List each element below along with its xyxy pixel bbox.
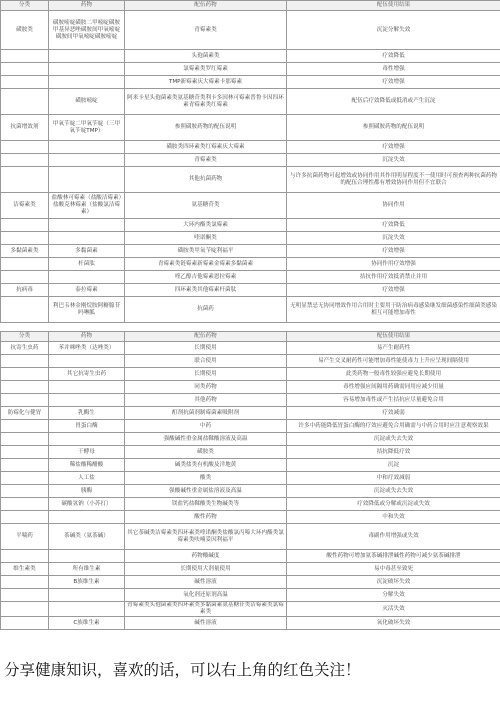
table-cell: 胃蛋白酶 [49,420,125,433]
table-cell [1,511,49,524]
table-cell: 参照磺胺药物的配伍说明 [287,115,500,141]
table-cell: 分解失效 [287,589,500,602]
table-cell: 头孢菌素类 [125,50,287,63]
table-cell: 人工盐 [49,472,125,485]
table-cell: 疗效降低 [287,219,500,232]
table-cell [1,576,49,589]
table-cell: 沉淀失效 [287,154,500,167]
table-cell: 多黏菌素 [49,245,125,258]
table-row [1,459,500,472]
table-cell: 疗效增强 [287,245,500,258]
table-cell: 氧化剂还原剂高温 [125,589,287,602]
table-cell: 毒性增强应间隔用药确需同用应减少用量 [287,381,500,394]
table-cell: 疗效降低或分解或沉淀或失效 [287,498,500,511]
table-cell: 青霉素类头孢菌素类四环素类多黏菌素氨基糖苷类洁霉素类氯霉素类 [125,602,287,617]
table-cell: 碳酸氢钠（小苏打） [49,498,125,511]
header-result: 配伍使用结果 [287,1,500,11]
table-cell: 沉淀破坏失效 [287,576,500,589]
table-cell [1,219,49,232]
table-cell: 沉淀或失去失效 [287,433,500,446]
table-row [1,258,500,271]
table-row [1,11,500,50]
table-cell: 参照磺胺药物的配伍说明 [125,115,287,141]
table-cell: 其它抗寄生虫药 [49,368,125,381]
table-row [1,89,500,115]
table-cell [1,141,49,154]
table-cell: 磺胺类 [1,11,49,50]
table-cell: 青霉素类链霉素新霉素金霉素多黏菌素 [125,258,287,271]
table-cell [1,63,49,76]
table-cell: 氧化破坏失效 [287,617,500,630]
table-cell: 多黏菌素类 [1,245,49,258]
table-cell [49,550,125,563]
table-row [1,524,500,550]
table-cell: 中和疗效减弱 [287,472,500,485]
table-row [1,271,500,284]
table-cell: 苯并咪唑类（达唑类） [49,342,125,355]
table-cell [1,446,49,459]
table-cell [49,271,125,284]
table-cell: 其他药物 [125,394,287,407]
table-cell: 疗效降低 [287,50,500,63]
table-row [1,511,500,524]
table-cell [49,232,125,245]
table-row [1,472,500,485]
table-cell: 易产生交叉耐药性可能增加毒性能使毒力上升应呈现间隔使用 [287,355,500,368]
header-combined-drug: 配伍药物 [125,332,287,342]
table-cell [49,50,125,63]
table-cell: 洁霉素类 [1,193,49,219]
table-cell: 稀盐酸稀醋酸 [49,459,125,472]
table-cell [1,394,49,407]
table-row [1,154,500,167]
table-cell: 磺胺类甲氧苄啶利福平 [125,245,287,258]
table-cell [1,167,49,193]
table-cell [49,219,125,232]
table-cell: 抗菌药 [125,297,287,323]
table-row [1,219,500,232]
table-cell [1,297,49,323]
table-row [1,355,500,368]
table-cell: TMP新霉素庆大霉素卡那霉素 [125,76,287,89]
table-cell [49,167,125,193]
table-cell: 无明显禁忌无协同增效作用合用时主要用于防治病毒感染继发细菌感染性细菌类感染相互可能增加毒性 [287,297,500,323]
table-cell: 磺胺嘧啶磺胺二甲嘧啶磺胺甲基异恶唑磺胺间甲氧嘧啶磺胺间甲氧嘧啶磺胺嘧啶 [49,11,125,50]
table-cell [1,472,49,485]
table-cell: B族维生素 [49,576,125,589]
table-cell: 中和失效 [287,511,500,524]
table-cell [1,602,49,617]
header-result: 配伍使用结果 [287,332,500,342]
table-cell [49,355,125,368]
table-cell [49,63,125,76]
table-cell: 疗效增强 [287,284,500,297]
table-cell: 协同作用疗效增强 [287,258,500,271]
table-cell: 杆菌肽 [49,258,125,271]
table-cell: 长期使用 [125,368,287,381]
table-cell: 干酵母 [49,446,125,459]
table-cell: 利巴韦林金刚烷胺阿糖腺苷吗啉胍 [49,297,125,323]
table-row [1,420,500,433]
table-cell [1,271,49,284]
table-cell [1,368,49,381]
table-cell: 盐酸林可霉素（盐酸洁霉素）盐酸克林霉素（盐酸氯洁霉素） [49,193,125,219]
table-cell [1,498,49,511]
header-combined-drug: 配伍药物 [125,1,287,11]
table-cell: 容易增加毒性或产生拮抗应尽量避免合用 [287,394,500,407]
table-cell: 其它茶碱类洁霉素类四环素类喹诺酮类盐酸氯丙嗪大环内酯类氯霉素类呋喃妥因利福平 [125,524,287,550]
table-row [1,550,500,563]
table-cell: 疗效增强 [287,76,500,89]
table-header-row [1,332,500,342]
table-cell: 酸类 [125,472,287,485]
table-cell: 长期使用 [125,342,287,355]
table-cell: 强酸碱性重金属盐溶液及高温 [125,485,287,498]
table-cell: 平喘药 [1,524,49,550]
table-cell: 喹乙醇吉他霉素恩拉霉素 [125,271,287,284]
table-row [1,485,500,498]
header-drug: 药物 [49,332,125,342]
table-cell: 喹诺酮类 [125,232,287,245]
table-cell: C族维生素 [49,617,125,630]
table-cell [1,232,49,245]
table-cell: 阿米卡星头孢菌素类氨基糖苷类利卡多因林可霉素普鲁卡因四环素青霉素类红霉素 [125,89,287,115]
table-cell: 抗菌增效剂 [1,115,49,141]
table-cell [49,589,125,602]
compatibility-table-2 [0,331,500,630]
table-row [1,498,500,511]
table-cell: 胰酶 [49,485,125,498]
table-row [1,284,500,297]
table-cell: 镁盐钙盐鞣酸类生物碱类等 [125,498,287,511]
table-cell: 氯霉素类罗红霉素 [125,63,287,76]
table-cell: 易产生耐药性 [287,342,500,355]
table-cell: 所有维生素 [49,563,125,576]
table-cell [49,76,125,89]
table-cell: 毒副作用增强或失效 [287,524,500,550]
table-row [1,63,500,76]
table-cell: 乳酶生 [49,407,125,420]
table-header-row [1,1,500,11]
table-row [1,167,500,193]
table-cell: 大环内酯类氯霉素 [125,219,287,232]
table-row [1,115,500,141]
table-cell [49,433,125,446]
table-cell: 沉淀 [287,459,500,472]
table-cell: 青霉素类 [125,11,287,50]
table-cell [1,76,49,89]
header-category: 分类 [1,332,49,342]
table-cell: 拮抗作用疗效抵消禁止并用 [287,271,500,284]
table-cell: 联合使用 [125,355,287,368]
table-cell: 毒性增强 [287,63,500,76]
table-cell: 茶碱类（氨茶碱） [49,524,125,550]
table-cell: 碱类盐类有机酸及洋地黄 [125,459,287,472]
table-cell: 配伍后疗效降低或抵消或产生沉淀 [287,89,500,115]
table-cell: 酸性药物 [125,511,287,524]
table-cell: 沉淀分解失效 [287,11,500,50]
table-cell: 此类药物一般毒性较强应避免长期使用 [287,368,500,381]
table-cell: 与许多抗菌药物可起增效或协同作用其作用明显程度不一使用时可预查两种抗菌药物的配伍合理性都有增效协同作用但不宜联合 [287,167,500,193]
table-cell [1,381,49,394]
table-row [1,602,500,617]
table-cell: 疗效增强 [287,141,500,154]
table-cell: 防霉化与健胃 [1,407,49,420]
table-cell: 酊剂抗菌剂制霉菌素吸附剂 [125,407,287,420]
table-row [1,50,500,63]
table-cell: 青霉素类 [125,154,287,167]
table-cell: 磺胺类 [125,446,287,459]
table-cell [1,550,49,563]
table-cell: 碱性溶液 [125,617,287,630]
table-cell [1,433,49,446]
compatibility-table-1 [0,0,500,323]
table-cell: 磺胺类四环素类红霉素庆大霉素 [125,141,287,154]
table-cell [1,459,49,472]
table-cell: 易中毒甚至致死 [287,563,500,576]
table-cell [1,355,49,368]
table-cell: 沉淀或失去失效 [287,485,500,498]
table-cell: 酸性药物可增加氨茶碱排泄碱性药物可减少氨茶碱排泄 [287,550,500,563]
table-cell [49,394,125,407]
table-cell: 抗病毒 [1,284,49,297]
footer-caption: 分享健康知识，喜欢的话，可以右上角的红色关注！ [4,661,361,679]
table-cell [49,602,125,617]
table-cell [1,420,49,433]
table-cell: 协同作用 [287,193,500,219]
table-row [1,394,500,407]
table-cell: 甲氧苄啶二甲氧苄啶（三甲氧苄啶TMP） [49,115,125,141]
table-row [1,76,500,89]
table-cell [1,89,49,115]
table-cell: 抗寄生虫药 [1,342,49,355]
table-cell [1,589,49,602]
table-cell [1,617,49,630]
table-cell [1,485,49,498]
table-cell: 中药 [125,420,287,433]
table-cell: 其他抗菌药物 [125,167,287,193]
table-row [1,433,500,446]
table-cell: 四环素类其他霉素杆菌肽 [125,284,287,297]
table-cell: 碱性溶液 [125,576,287,589]
table-cell: 拮抗降低疗效 [287,446,500,459]
table-row [1,368,500,381]
table-cell [49,511,125,524]
table-row [1,381,500,394]
table-cell [49,141,125,154]
table-row [1,232,500,245]
table-cell: 氨基糖苷类 [125,193,287,219]
table-cell [49,154,125,167]
table-row [1,141,500,154]
table-cell: 磺胺嘧啶 [49,89,125,115]
table-row [1,245,500,258]
table-cell: 药物酸碱度 [125,550,287,563]
table-cell [49,381,125,394]
table-row [1,446,500,459]
table-row [1,297,500,323]
table-row [1,193,500,219]
header-drug: 药物 [49,1,125,11]
table-cell: 许多中药能降低胃蛋白酶的疗效应避免合用确需与中药合用时应注意观察效果 [287,420,500,433]
header-category: 分类 [1,1,49,11]
table-cell: 泰拉霉素 [49,284,125,297]
table-cell: 灭活失效 [287,602,500,617]
table-row [1,342,500,355]
table-row [1,563,500,576]
table-row [1,617,500,630]
table-cell: 疗效减弱 [287,407,500,420]
table-cell: 沉淀失效 [287,232,500,245]
table-cell: 长期使用大剂量使用 [125,563,287,576]
table-cell [1,154,49,167]
table-cell [1,50,49,63]
table-cell: 维生素类 [1,563,49,576]
table-row [1,589,500,602]
table-row [1,407,500,420]
table-cell: 强酸碱性重金属盐鞣酸溶液及高温 [125,433,287,446]
table-cell: 同类药物 [125,381,287,394]
table-cell [1,258,49,271]
table-row [1,576,500,589]
